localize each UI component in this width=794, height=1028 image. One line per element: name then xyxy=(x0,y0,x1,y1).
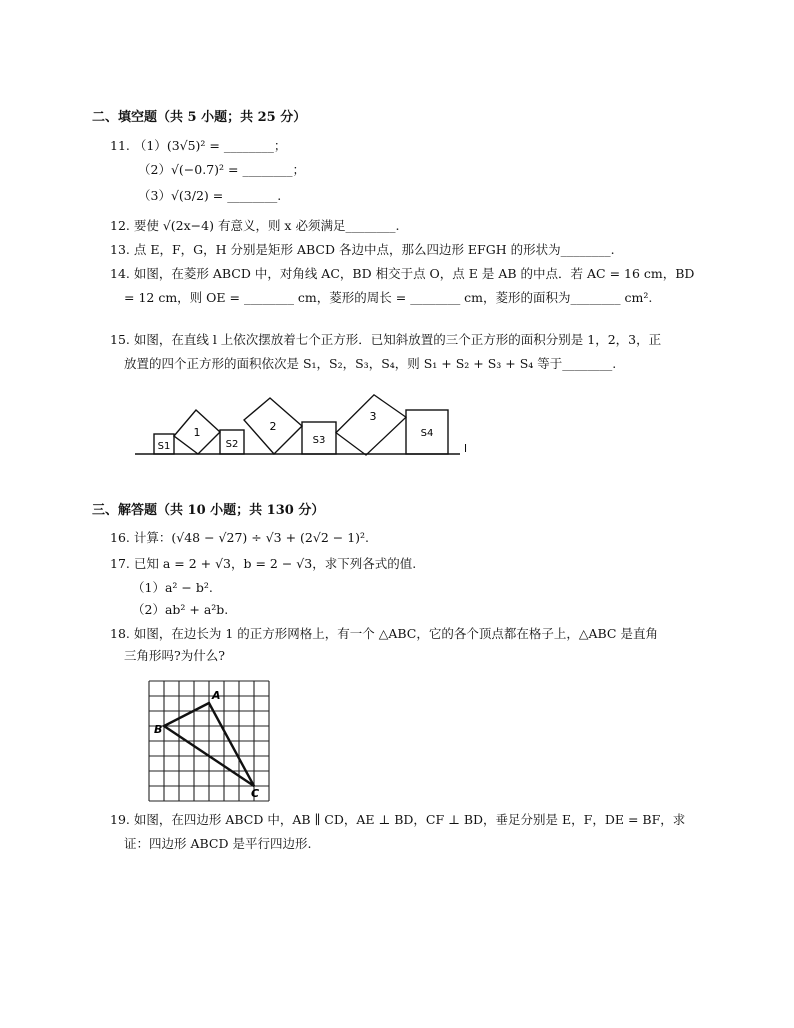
q11-label3: （3） xyxy=(138,188,171,203)
label-1: 1 xyxy=(193,426,201,439)
label-s4: S4 xyxy=(420,428,434,439)
question-18-line-1: 18. 如图，在边长为 1 的正方形网格上，有一个 △ABC，它的各个顶点都在格子上，△ABC 是直角 xyxy=(110,626,658,641)
q11-part1: (3√5)² = ________； xyxy=(166,138,287,153)
question-19-line-2: 证：四边形 ABCD 是平行四边形. xyxy=(124,836,312,851)
q11-label2: （2） xyxy=(138,162,171,177)
label-s3: S3 xyxy=(312,435,326,446)
question-18-line-2: 三角形吗?为什么? xyxy=(124,648,225,663)
grid-triangle-figure xyxy=(140,676,280,806)
vertex-c: C xyxy=(251,787,260,800)
question-19-line-1: 19. 如图，在四边形 ABCD 中，AB ∥ CD，AE ⊥ BD，CF ⊥ BD，垂足分别是 E，F，DE = BF，求 xyxy=(110,812,686,827)
question-17: 17. 已知 a = 2 + √3，b = 2 − √3，求下列各式的值. xyxy=(110,556,417,571)
question-11-part-1 xyxy=(110,138,286,154)
question-15-line-2: 放置的四个正方形的面积依次是 S₁，S₂，S₃，S₄，则 S₁ + S₂ + S₃ + S₄ 等于________. xyxy=(124,356,617,371)
section-heading-fill-in: 二、填空题（共 5 小题；共 25 分） xyxy=(92,110,307,125)
question-14-line-2: = 12 cm，则 OE = ________ cm，菱形的周长 = ________ cm，菱形的面积为________ cm². xyxy=(124,290,653,305)
question-11-part-3 xyxy=(138,188,281,204)
question-15-line-1: 15. 如图，在直线 l 上依次摆放着七个正方形．已知斜放置的三个正方形的面积分别是 1，2，3，正 xyxy=(110,332,662,347)
vertex-b: B xyxy=(154,723,163,736)
line-label-l: l xyxy=(464,442,468,455)
label-3: 3 xyxy=(369,410,377,423)
label-2: 2 xyxy=(269,420,277,433)
q11-part2: √(−0.7)² = ________； xyxy=(170,162,305,177)
vertex-a: A xyxy=(212,689,221,702)
question-17-part-1: （1）a² − b². xyxy=(132,580,213,595)
question-11-part-2 xyxy=(138,162,305,178)
question-17-part-2: （2）ab² + a²b. xyxy=(132,602,229,617)
q11-label: 11. （1） xyxy=(110,138,167,153)
section-heading-solutions: 三、解答题（共 10 小题；共 130 分） xyxy=(92,503,325,518)
question-12: 12. 要使 √(2x−4) 有意义，则 x 必须满足________. xyxy=(110,218,400,233)
label-s2: S2 xyxy=(225,439,239,450)
squares-figure xyxy=(130,390,480,462)
tilted-square-3 xyxy=(336,395,406,455)
q11-part3: √(3/2) = ________. xyxy=(170,188,282,203)
question-16: 16. 计算：(√48 − √27) ÷ √3 + (2√2 − 1)². xyxy=(110,530,370,545)
question-14-line-1: 14. 如图，在菱形 ABCD 中，对角线 AC，BD 相交于点 O，点 E 是 AB 的中点．若 AC = 16 cm，BD xyxy=(110,266,695,281)
label-s1: S1 xyxy=(157,441,171,452)
question-13: 13. 点 E，F，G，H 分别是矩形 ABCD 各边中点，那么四边形 EFGH 的形状为________. xyxy=(110,242,615,257)
